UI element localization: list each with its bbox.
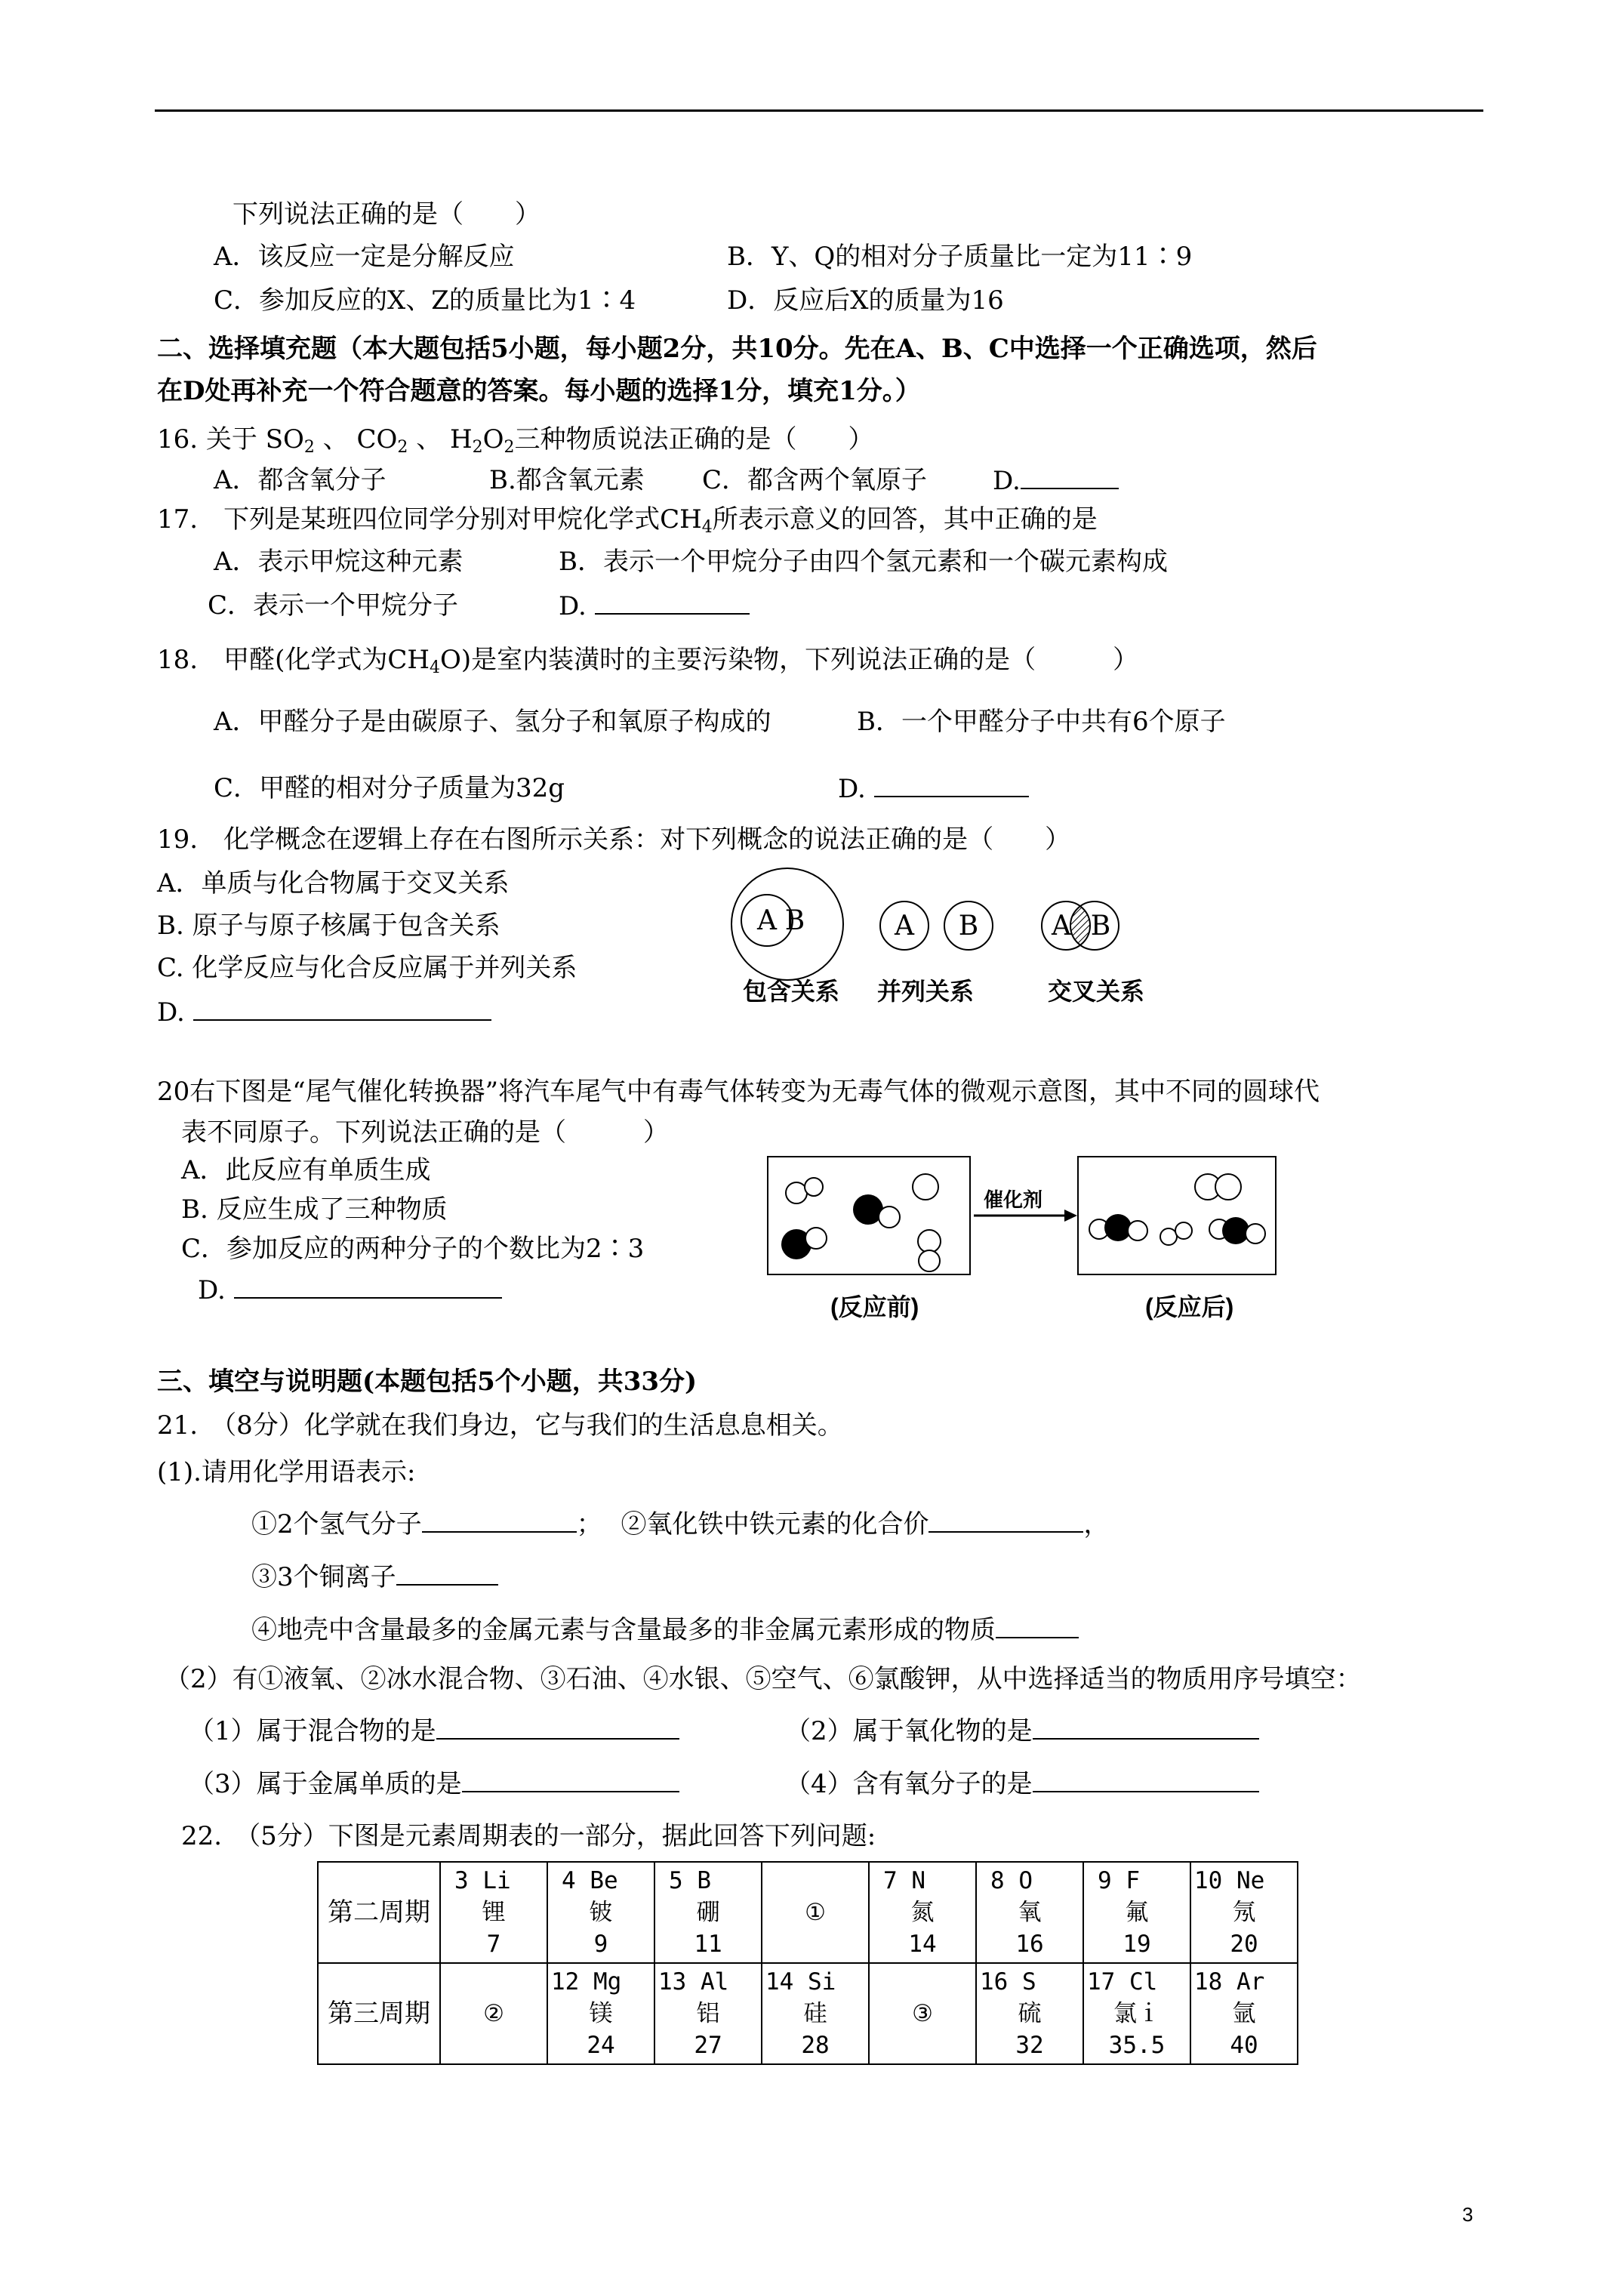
q15-option-c: C．参加反应的X、Z的质量比为1∶4	[214, 285, 636, 316]
q21-sub3-blank[interactable]	[462, 1767, 679, 1792]
q21-item1-blank[interactable]	[422, 1507, 577, 1533]
q17-option-a: A．表示甲烷这种元素	[214, 547, 463, 577]
element-si: 14 Si 硅 28	[762, 1963, 869, 2064]
q21-sub1: （1）属于混合物的是	[189, 1714, 679, 1748]
period-3-header: 第三周期	[318, 1963, 440, 2064]
q20-answer-blank[interactable]	[234, 1273, 502, 1299]
q16-option-d: D.	[993, 464, 1119, 498]
q18-option-a: A．甲醛分子是由碳原子、氢分子和氧原子构成的	[214, 707, 771, 737]
q18-stem: 18. 甲醛(化学式为$CH_4O$)是室内装潢时的主要污染物，下列说法正确的是（ ）	[157, 645, 1139, 677]
element-n: 7 N 氮 14	[869, 1862, 976, 1963]
q20-option-b: B. 反应生成了三种物质	[181, 1194, 448, 1225]
q21-sub3: （3）属于金属单质的是	[189, 1767, 679, 1801]
q17-stem: 17. 下列是某班四位同学分别对甲烷化学式$CH_4$所表示意义的回答，其中正确的是	[157, 504, 1098, 537]
q16-answer-blank[interactable]	[1021, 464, 1119, 489]
section3-title: 三、填空与说明题(本题包括5个小题，共33分)	[157, 1367, 698, 1397]
before-molecules	[781, 1174, 941, 1271]
periodic-table	[317, 1861, 1298, 2065]
q21-item1: ①2个氢气分子 ； ②氧化铁中铁元素的化合价 ，	[251, 1507, 1109, 1541]
element-blank-2: ②	[440, 1963, 547, 2064]
q19-option-b: B. 原子与原子核属于包含关系	[157, 911, 500, 941]
period-2-row	[318, 1862, 1298, 1963]
parallel-b-label: B	[958, 911, 979, 942]
section2-title-cont: 在D处再补充一个符合题意的答案。每小题的选择1分，填充1分。）	[157, 376, 921, 406]
q16-option-c: C．都含两个氧原子	[702, 465, 928, 495]
element-ar: 18 Ar 氩 40	[1190, 1963, 1298, 2064]
cross-a-label: A	[1052, 911, 1071, 942]
q21-sub1-blank[interactable]	[436, 1714, 679, 1740]
q19-answer-blank[interactable]	[193, 995, 491, 1021]
q19-option-d: D.	[157, 995, 491, 1029]
element-s: 16 S 硫 32	[976, 1963, 1083, 2064]
q20-stem-cont: 表不同原子。下列说法正确的是（ ）	[181, 1117, 669, 1148]
cross-caption: 交叉关系	[1048, 978, 1145, 1005]
period-3-row	[318, 1963, 1298, 2064]
q16-stem: 16. 关于 $SO_2$ 、 $CO_2$ 、 $H_2O_2$三种物质说法正确的是（ ）	[157, 424, 874, 457]
parallel-relation-figure	[880, 901, 993, 950]
after-molecules	[1089, 1174, 1265, 1245]
section2-title: 二、选择填充题（本大题包括5小题，每小题2分，共10分。先在A、B、C中选择一个正确选项，然后	[157, 334, 1317, 364]
q19-option-c: C. 化学反应与化合反应属于并列关系	[157, 953, 577, 983]
period-2-header: 第二周期	[318, 1862, 440, 1963]
concept-relation-diagram	[679, 861, 1223, 1027]
q21-sub2-blank[interactable]	[1033, 1714, 1259, 1740]
parallel-caption: 并列关系	[877, 978, 975, 1005]
q17-option-b: B．表示一个甲烷分子由四个氢元素和一个碳元素构成	[559, 547, 1168, 577]
cross-relation-figure	[1042, 901, 1119, 950]
element-o: 8 O 氧 16	[976, 1862, 1083, 1963]
q21-item2-blank[interactable]	[929, 1507, 1083, 1533]
element-b: 5 B 硼 11	[654, 1862, 762, 1963]
q18-option-c: C．甲醛的相对分子质量为32g	[214, 773, 565, 803]
q20-option-a: A．此反应有单质生成	[181, 1155, 431, 1185]
q21-sub4-blank[interactable]	[1033, 1767, 1259, 1792]
q15-stem: 下列说法正确的是（ ）	[233, 199, 540, 230]
q17-option-d: D.	[559, 589, 750, 623]
contain-b-label: B	[784, 905, 805, 936]
q19-stem: 19. 化学概念在逻辑上存在右图所示关系：对下列概念的说法正确的是（ ）	[157, 824, 1071, 855]
q15-option-a: A．该反应一定是分解反应	[214, 242, 515, 272]
after-box	[1078, 1157, 1276, 1274]
q18-option-d: D.	[838, 772, 1029, 806]
element-mg: 12 Mg 镁 24	[547, 1963, 654, 2064]
element-li: 3 Li 锂 7	[440, 1862, 547, 1963]
q21-item4: ④地壳中含量最多的金属元素与含量最多的非金属元素形成的物质	[251, 1613, 1079, 1647]
element-blank-3: ③	[869, 1963, 976, 2064]
cross-b-label: B	[1090, 911, 1111, 942]
parallel-a-label: A	[895, 911, 914, 942]
element-ne: 10 Ne 氖 20	[1190, 1862, 1298, 1963]
element-f: 9 F 氟 19	[1083, 1862, 1190, 1963]
before-caption: (反应前)	[830, 1293, 919, 1321]
q15-option-b: B．Y、Q的相对分子质量比一定为11∶9	[727, 242, 1193, 272]
element-be: 4 Be 铍 9	[547, 1862, 654, 1963]
catalyst-label: 催化剂	[984, 1188, 1043, 1211]
q21-part2: （2）有①液氧、②冰水混合物、③石油、④水银、⑤空气、⑥氯酸钾，从中选择适当的物质用序号填空：	[165, 1664, 1362, 1694]
after-caption: (反应后)	[1145, 1293, 1234, 1321]
q21-sub4: （4）含有氧分子的是	[785, 1767, 1259, 1801]
q16-option-b: B.都含氧元素	[489, 465, 645, 495]
q21-item3-blank[interactable]	[396, 1560, 498, 1586]
element-blank-1: ①	[762, 1862, 869, 1963]
contain-a-label: A	[757, 905, 777, 936]
q18-option-b: B．一个甲醛分子中共有6个原子	[857, 707, 1226, 737]
page-number: 3	[1462, 2203, 1474, 2226]
q15-option-d: D．反应后X的质量为16	[727, 285, 1004, 316]
q21-item4-blank[interactable]	[996, 1613, 1079, 1638]
header-rule	[155, 109, 1483, 112]
q16-option-a: A．都含氧分子	[214, 465, 387, 495]
q21-part1: (1).请用化学用语表示:	[157, 1457, 416, 1487]
q22-stem: 22. （5分）下图是元素周期表的一部分，据此回答下列问题:	[181, 1821, 876, 1851]
contain-caption: 包含关系	[743, 978, 840, 1005]
element-al: 13 Al 铝 27	[654, 1963, 762, 2064]
q20-stem: 20右下图是“尾气催化转换器”将汽车尾气中有毒气体转变为无毒气体的微观示意图，其中不同的圆球代	[157, 1077, 1320, 1107]
element-cl: 17 Cl 氯ｉ 35.5	[1083, 1963, 1190, 2064]
catalytic-converter-diagram	[766, 1155, 1280, 1329]
q19-option-a: A．单质与化合物属于交叉关系	[157, 868, 510, 898]
q17-option-c: C．表示一个甲烷分子	[208, 590, 459, 621]
q20-option-d: D.	[198, 1273, 502, 1307]
contain-relation-figure	[731, 868, 843, 980]
q21-stem: 21. （8分）化学就在我们身边，它与我们的生活息息相关。	[157, 1410, 843, 1441]
arrow-head	[1064, 1210, 1077, 1222]
q20-option-c: C．参加反应的两种分子的个数比为2∶3	[181, 1234, 645, 1264]
q17-answer-blank[interactable]	[595, 589, 750, 615]
q18-answer-blank[interactable]	[874, 772, 1029, 797]
q21-item3: ③3个铜离子	[251, 1560, 498, 1594]
q21-sub2: （2）属于氧化物的是	[785, 1714, 1259, 1748]
